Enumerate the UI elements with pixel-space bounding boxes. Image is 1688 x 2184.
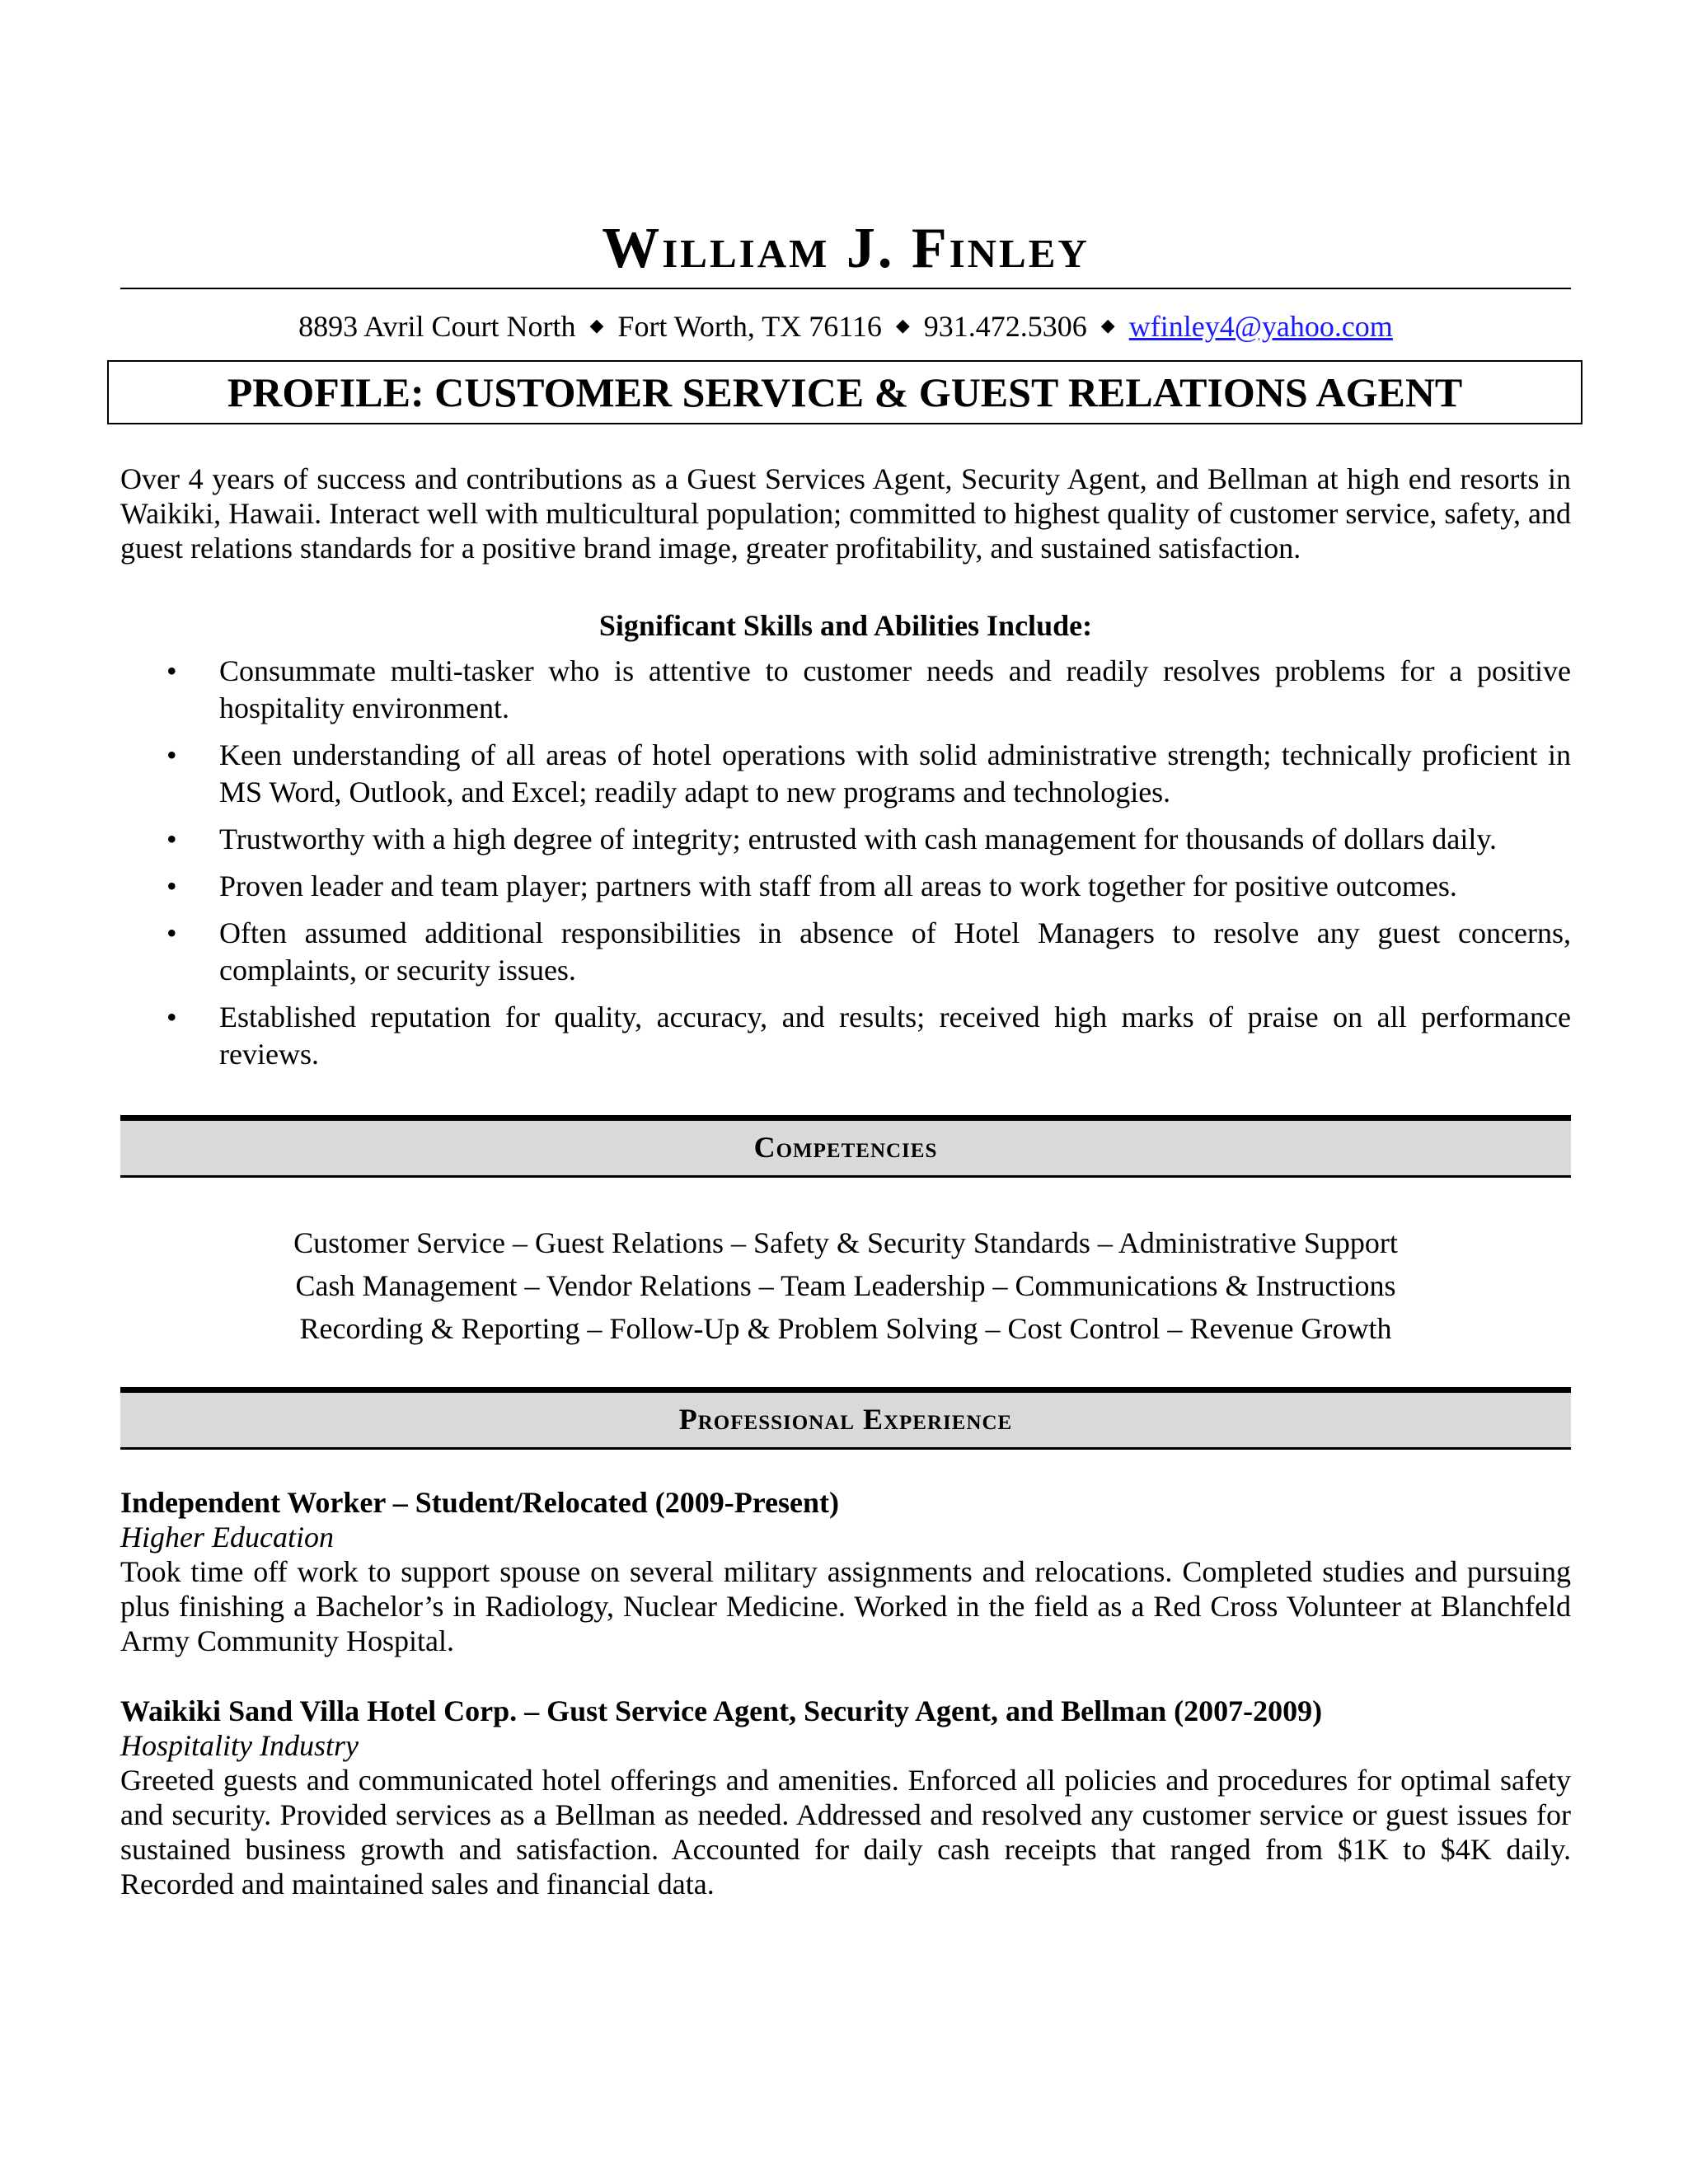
diamond-separator-icon: ◆ (1100, 315, 1115, 335)
competency-line: Customer Service – Guest Relations – Safety & Security Standards – Administrative Support (293, 1226, 1398, 1259)
skill-text: Consummate multi-tasker who is attentive to customer needs and readily resolves problems for a positive hospitality environment. (219, 654, 1571, 724)
job-industry: Hospitality Industry (120, 1729, 359, 1762)
job-title: Independent Worker – Student/Relocated (2009-Present) (120, 1486, 839, 1519)
contact-line (120, 307, 1571, 345)
bullet-icon: • (166, 916, 177, 949)
skills-list (120, 653, 1571, 1083)
bullet-icon: • (166, 654, 177, 687)
job-entry (120, 1485, 1571, 1658)
profile-title: PROFILE: CUSTOMER SERVICE & GUEST RELATIONS AGENT (227, 369, 1463, 415)
competencies-heading: Competencies (753, 1131, 938, 1164)
profile-title-box (107, 360, 1582, 424)
bullet-icon: • (166, 1001, 177, 1033)
job-entry (120, 1694, 1571, 1901)
job-description: Greeted guests and communicated hotel offerings and amenities. Enforced all policies and procedures for optimal safety and security. Provided services as a Bellman as needed. Addressed and resolved any customer service or guest issues for sustained business growth and satisfaction. Accounted for daily cash receipts that ranged from $1K to $4K daily. Recorded and maintained sales and financial data. (120, 1764, 1571, 1900)
experience-banner (120, 1387, 1571, 1450)
bullet-icon: • (166, 823, 177, 855)
skill-item (120, 915, 1571, 989)
competencies-list (120, 1221, 1571, 1350)
experience-heading: Professional Experience (678, 1403, 1013, 1436)
job-description: Took time off work to support spouse on several military assignments and relocations. Completed studies and pursuing plus finishing a Bachelor’s in Radiology, Nuclear Medicine. Worked in the field as a Red Cross Volunteer at Blanchfeld Army Community Hospital. (120, 1555, 1571, 1657)
skill-item (120, 653, 1571, 727)
job-industry: Higher Education (120, 1521, 334, 1554)
header-divider (120, 288, 1571, 289)
skill-text: Proven leader and team player; partners with staff from all areas to work together for positive outcomes. (219, 869, 1457, 902)
skill-item (120, 868, 1571, 905)
diamond-separator-icon: ◆ (895, 315, 910, 335)
skill-text: Keen understanding of all areas of hotel operations with solid administrative strength; technically proficient in MS Word, Outlook, and Excel; readily adapt to new programs and technologies. (219, 738, 1571, 808)
skill-item (120, 821, 1571, 858)
skill-text: Often assumed additional responsibilities in absence of Hotel Managers to resolve any guest concerns, complaints, or security issues. (219, 916, 1571, 987)
bullet-icon: • (166, 738, 177, 771)
skill-text: Trustworthy with a high degree of integrity; entrusted with cash management for thousands of dollars daily. (219, 823, 1498, 855)
skill-item (120, 737, 1571, 811)
competency-line: Cash Management – Vendor Relations – Team Leadership – Communications & Instructions (295, 1269, 1396, 1302)
skills-heading: Significant Skills and Abilities Include: (598, 609, 1093, 642)
competencies-banner (120, 1115, 1571, 1178)
diamond-separator-icon: ◆ (589, 315, 604, 335)
candidate-name: William J. Finley (602, 217, 1090, 280)
contact-address: 8893 Avril Court North (298, 310, 576, 343)
profile-summary: Over 4 years of success and contributions as a Guest Services Agent, Security Agent, and Bellman at high end resorts in Waikiki, Hawaii. Interact well with multicultural population; committed to highest quality of customer service, safety, and guest relations standards for a positive brand image, greater profitability, and sustained satisfaction. (120, 462, 1571, 565)
contact-email-link[interactable]: wfinley4@yahoo.com (1128, 310, 1393, 343)
competency-line: Recording & Reporting – Follow-Up & Problem Solving – Cost Control – Revenue Growth (299, 1312, 1392, 1345)
skill-text: Established reputation for quality, accuracy, and results; received high marks of praise on all performance reviews. (219, 1001, 1571, 1071)
skill-item (120, 999, 1571, 1073)
contact-city: Fort Worth, TX 76116 (617, 310, 882, 343)
job-title: Waikiki Sand Villa Hotel Corp. – Gust Service Agent, Security Agent, and Bellman (2007-2009) (120, 1694, 1323, 1727)
contact-phone: 931.472.5306 (923, 310, 1087, 343)
bullet-icon: • (166, 869, 177, 902)
